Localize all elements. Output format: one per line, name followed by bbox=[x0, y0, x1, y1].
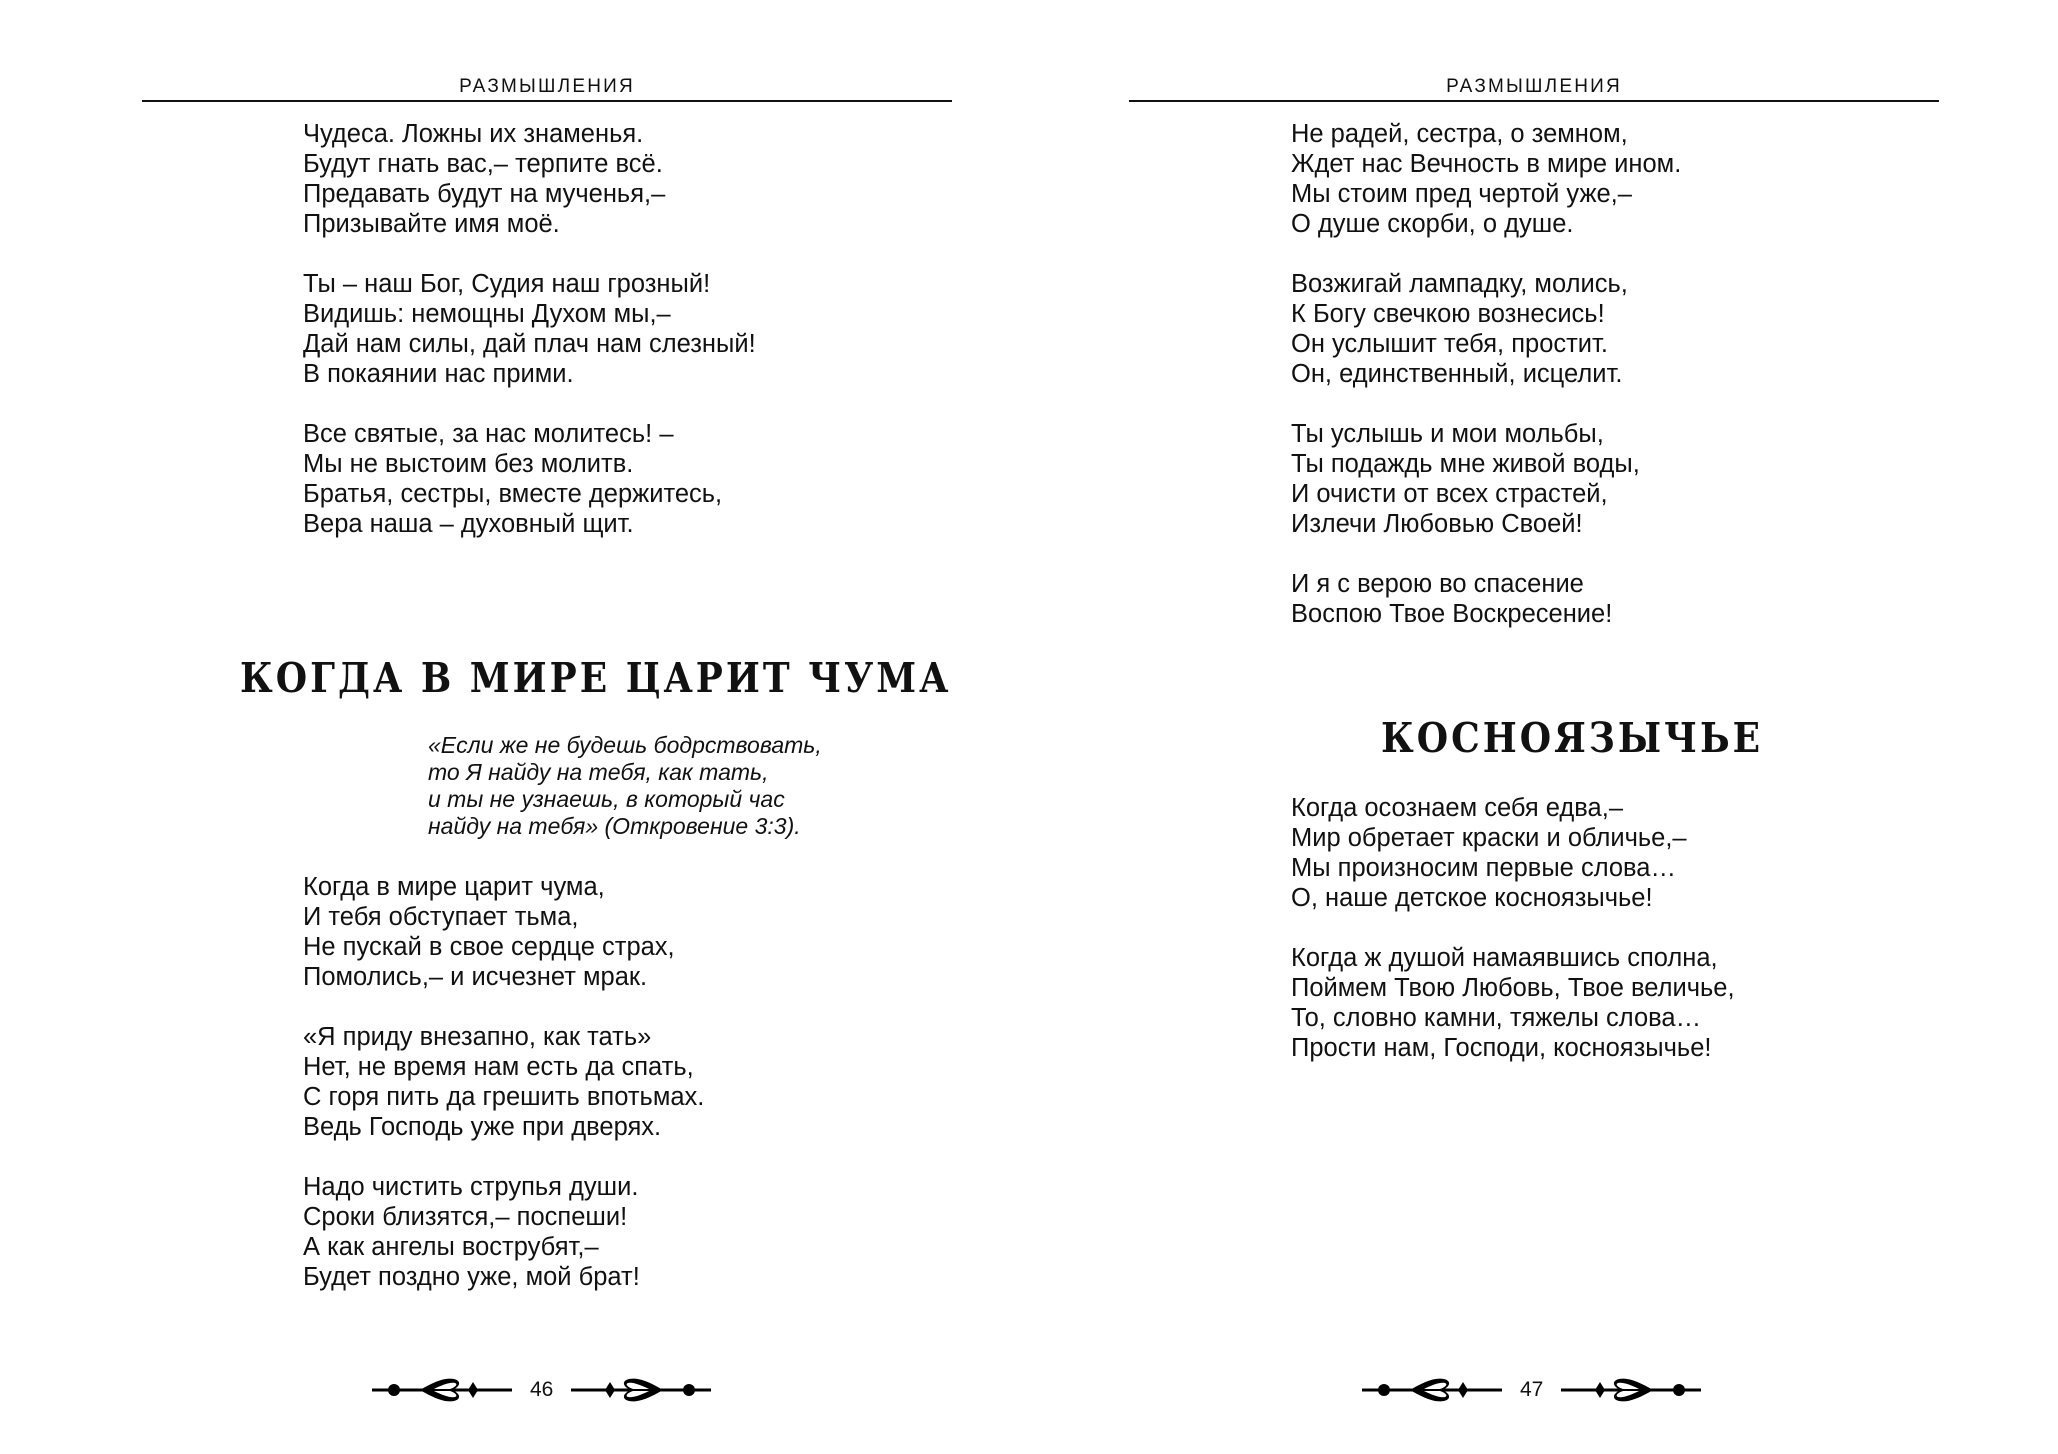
verse-line: О, наше детское косноязычье! bbox=[1291, 884, 1653, 912]
stanza bbox=[303, 872, 704, 992]
verse-line: Излечи Любовью Своей! bbox=[1291, 510, 1583, 538]
verse-line: Ждет нас Вечность в мире ином. bbox=[1291, 150, 1682, 178]
verse-line: Поймем Твою Любовь, Твое величье, bbox=[1291, 974, 1735, 1002]
stanza bbox=[1291, 119, 1681, 239]
verse-line: И я с верою во спасение bbox=[1291, 570, 1584, 598]
verse-line: То, словно камни, тяжелы слова… bbox=[1291, 1004, 1702, 1032]
stanza bbox=[1291, 269, 1681, 389]
verse-line: Видишь: немощны Духом мы,– bbox=[303, 300, 671, 328]
page-number: 47 bbox=[1520, 1378, 1544, 1401]
verse-line: Все святые, за нас молитесь! – bbox=[303, 420, 674, 448]
poem-body bbox=[1291, 793, 1735, 1093]
verse-line: К Богу свечкою вознесись! bbox=[1291, 300, 1605, 328]
continued-poem bbox=[303, 119, 756, 569]
fleuron-left-icon bbox=[372, 1375, 512, 1405]
verse-line: Будут гнать вас,– терпите всё. bbox=[303, 150, 663, 178]
verse-line: Мир обретает краски и обличье,– bbox=[1291, 824, 1687, 852]
epigraph-line: то Я найду на тебя, как тать, bbox=[428, 759, 769, 785]
verse-line: И тебя обступает тьма, bbox=[303, 903, 579, 931]
epigraph bbox=[428, 732, 822, 840]
verse-line: Вера наша – духовный щит. bbox=[303, 510, 634, 538]
verse-line: Прости нам, Господи, косноязычье! bbox=[1291, 1034, 1712, 1062]
verse-line: Дай нам силы, дай плач нам слезный! bbox=[303, 330, 756, 358]
stanza bbox=[1291, 419, 1681, 539]
stanza bbox=[1291, 943, 1735, 1063]
verse-line: Ты подаждь мне живой воды, bbox=[1291, 450, 1640, 478]
verse-line: Ты услышь и мои мольбы, bbox=[1291, 420, 1604, 448]
page-footer bbox=[372, 1370, 711, 1410]
epigraph-line: и ты не узнаешь, в который час bbox=[428, 786, 785, 812]
stanza bbox=[303, 419, 756, 539]
poem-title: КОГДА В МИРЕ ЦАРИТ ЧУМА bbox=[240, 654, 952, 703]
verse-line: Ведь Господь уже при дверях. bbox=[303, 1113, 662, 1141]
page-footer bbox=[1362, 1370, 1701, 1410]
stanza bbox=[1291, 569, 1681, 629]
verse-line: Не радей, сестра, о земном, bbox=[1291, 120, 1628, 148]
verse-line: Призывайте имя моё. bbox=[303, 210, 560, 238]
epigraph-line: найду на тебя» (Откровение 3:3). bbox=[428, 813, 801, 839]
page-number: 46 bbox=[530, 1378, 554, 1401]
fleuron-left-icon bbox=[1362, 1375, 1502, 1405]
verse-line: Братья, сестры, вместе держитесь, bbox=[303, 480, 723, 508]
verse-line: Будет поздно уже, мой брат! bbox=[303, 1263, 640, 1291]
verse-line: Мы стоим пред чертой уже,– bbox=[1291, 180, 1632, 208]
stanza bbox=[303, 1022, 704, 1142]
running-head: РАЗМЫШЛЕНИЯ bbox=[1446, 76, 1622, 97]
stanza bbox=[303, 119, 756, 239]
verse-line: И очисти от всех страстей, bbox=[1291, 480, 1608, 508]
poem-body bbox=[303, 872, 704, 1322]
verse-line: О душе скорби, о душе. bbox=[1291, 210, 1574, 238]
continued-poem bbox=[1291, 119, 1681, 659]
verse-line: Мы произносим первые слова… bbox=[1291, 854, 1676, 882]
fleuron-right-icon bbox=[1561, 1375, 1701, 1405]
verse-line: Предавать будут на мученья,– bbox=[303, 180, 666, 208]
stanza bbox=[303, 269, 756, 389]
stanza bbox=[1291, 793, 1735, 913]
verse-line: Чудеса. Ложны их знаменья. bbox=[303, 120, 644, 148]
verse-line: Он, единственный, исцелит. bbox=[1291, 360, 1623, 388]
right-page bbox=[1029, 0, 2058, 1454]
epigraph-line: «Если же не будешь бодрствовать, bbox=[428, 732, 822, 758]
running-head: РАЗМЫШЛЕНИЯ bbox=[459, 76, 635, 97]
verse-line: В покаянии нас прими. bbox=[303, 360, 574, 388]
verse-line: Мы не выстоим без молитв. bbox=[303, 450, 634, 478]
verse-line: А как ангелы вострубят,– bbox=[303, 1233, 599, 1261]
verse-line: Когда ж душой намаявшись сполна, bbox=[1291, 944, 1718, 972]
verse-line: Не пускай в свое сердце страх, bbox=[303, 933, 675, 961]
verse-line: Возжигай лампадку, молись, bbox=[1291, 270, 1628, 298]
fleuron-right-icon bbox=[571, 1375, 711, 1405]
verse-line: Когда в мире царит чума, bbox=[303, 873, 605, 901]
verse-line: Ты – наш Бог, Судия наш грозный! bbox=[303, 270, 711, 298]
verse-line: С горя пить да грешить впотьмах. bbox=[303, 1083, 705, 1111]
header-rule bbox=[1129, 100, 1939, 102]
verse-line: «Я приду внезапно, как тать» bbox=[303, 1023, 652, 1051]
verse-line: Когда осознаем себя едва,– bbox=[1291, 794, 1623, 822]
verse-line: Надо чистить струпья души. bbox=[303, 1173, 639, 1201]
stanza bbox=[303, 1172, 704, 1292]
header-rule bbox=[142, 100, 952, 102]
verse-line: Помолись,– и исчезнет мрак. bbox=[303, 963, 648, 991]
poem-title: КОСНОЯЗЫЧЬЕ bbox=[1381, 714, 1764, 763]
verse-line: Он услышит тебя, простит. bbox=[1291, 330, 1608, 358]
verse-line: Нет, не время нам есть да спать, bbox=[303, 1053, 694, 1081]
verse-line: Сроки близятся,– поспеши! bbox=[303, 1203, 628, 1231]
verse-line: Воспою Твое Воскресение! bbox=[1291, 600, 1613, 628]
